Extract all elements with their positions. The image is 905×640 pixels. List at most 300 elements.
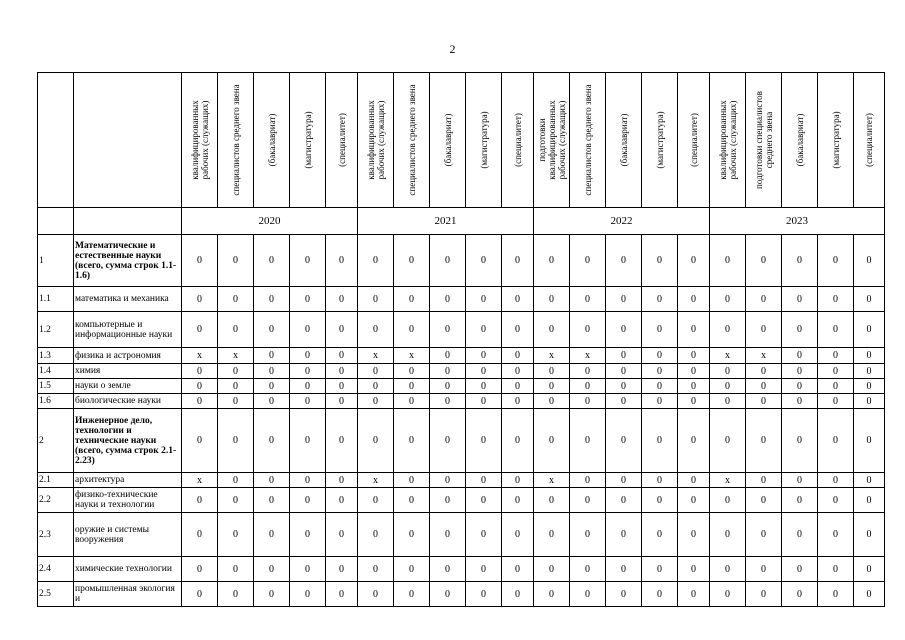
table-cell: 0 [782,394,818,409]
column-header-label [443,114,453,167]
table-cell: 0 [818,312,854,348]
table-cell: 0 [218,473,254,488]
table-cell: 0 [326,235,358,287]
table-cell: 0 [358,287,394,312]
table-cell: 0 [642,379,678,394]
column-header-line: специалистов среднего звена [582,84,593,196]
row-label: оружие и системы вооружения [74,513,182,557]
table-cell: 0 [430,235,466,287]
table-cell: 0 [710,582,746,607]
table-row [38,409,885,473]
table-cell: 0 [502,235,534,287]
row-number: 1.4 [38,364,74,379]
table-cell: 0 [746,379,782,394]
row-number: 2 [38,409,74,473]
column-header-line: квалифицированных [546,100,557,180]
table-row [38,473,885,488]
table-cell: 0 [326,348,358,364]
table-cell: 0 [430,379,466,394]
column-header-label [231,84,241,195]
table-cell: 0 [854,364,885,379]
table-cell: 0 [678,235,710,287]
table-cell: 0 [818,557,854,582]
table-cell: 0 [678,394,710,409]
table-cell: 0 [218,513,254,557]
table-cell: 0 [570,364,606,379]
column-header [642,73,678,208]
table-cell: 0 [502,473,534,488]
column-header [854,73,885,208]
table-cell: 0 [642,364,678,379]
table-cell: 0 [606,348,642,364]
table-cell: 0 [782,582,818,607]
table-cell: 0 [502,379,534,394]
table-cell: 0 [570,287,606,312]
column-header-label [831,111,841,168]
column-header-line: специалистов среднего звена [230,84,241,196]
table-cell: 0 [854,473,885,488]
table-cell: 0 [534,287,570,312]
row-number: 2.1 [38,473,74,488]
table-cell: 0 [254,488,290,513]
column-header-line: квалифицированных [365,100,376,180]
table-cell: 0 [782,287,818,312]
column-header [326,73,358,208]
table-cell: 0 [218,409,254,473]
table-cell: x [570,348,606,364]
table-cell: 0 [358,409,394,473]
column-header [502,73,534,208]
table-cell: 0 [466,513,502,557]
table-cell: 0 [502,364,534,379]
column-header-line: (магистратура) [302,111,313,169]
table-cell: 0 [746,582,782,607]
row-label: науки о земле [74,379,182,394]
table-cell: 0 [710,394,746,409]
table-cell: 0 [818,348,854,364]
table-cell: 0 [466,348,502,364]
table-cell: 0 [290,582,326,607]
table-cell: 0 [678,379,710,394]
column-header-label [513,113,523,167]
table-cell: 0 [466,379,502,394]
table-cell: 0 [606,394,642,409]
table-cell: 0 [466,557,502,582]
table-cell: 0 [746,235,782,287]
row-label: химические технологии [74,557,182,582]
table-cell: 0 [326,312,358,348]
table-row [38,557,885,582]
table-cell: 0 [218,379,254,394]
table-row [38,348,885,364]
column-header-label [619,114,629,167]
table-cell: 0 [394,312,430,348]
table-cell: 0 [466,473,502,488]
column-header-label [190,100,210,179]
row-number: 1 [38,235,74,287]
table-cell: 0 [818,513,854,557]
table-cell: 0 [358,513,394,557]
table-cell: 0 [358,488,394,513]
column-header-line: (магистратура) [830,111,841,169]
table-cell: 0 [642,409,678,473]
table-cell: 0 [678,312,710,348]
table-cell: 0 [326,364,358,379]
column-header-line: рабочих (служащих) [556,100,567,180]
table-cell: 0 [466,582,502,607]
table-cell: 0 [254,513,290,557]
table-cell: 0 [430,312,466,348]
table-cell: 0 [326,409,358,473]
table-cell: 0 [710,312,746,348]
row-label: математика и механика [74,287,182,312]
table-cell: 0 [430,582,466,607]
column-header [394,73,430,208]
column-header-label [689,113,699,167]
table-cell: 0 [218,287,254,312]
table-cell: 0 [290,312,326,348]
table-cell: 0 [182,488,218,513]
column-header-line: (специалитет) [864,113,874,167]
table-cell: 0 [182,312,218,348]
table-cell: 0 [642,557,678,582]
table-cell: 0 [606,409,642,473]
table-cell: 0 [570,513,606,557]
table-cell: 0 [358,557,394,582]
table-cell: 0 [534,557,570,582]
column-header-line: (бакалавриат) [266,113,277,167]
year-header: 2020 [182,208,358,235]
table-cell: 0 [218,364,254,379]
table-cell: 0 [746,394,782,409]
table-cell: 0 [218,488,254,513]
table-cell: 0 [818,473,854,488]
table-cell: 0 [642,287,678,312]
table-cell: 0 [182,513,218,557]
table-cell: 0 [394,409,430,473]
table-cell: 0 [570,582,606,607]
table-cell: 0 [710,235,746,287]
table-cell: 0 [218,235,254,287]
table-cell: 0 [570,312,606,348]
table-cell: 0 [430,488,466,513]
table-cell: 0 [642,348,678,364]
row-label: Математические и естественные науки (всего, сумма строк 1.1-1.6) [74,235,182,287]
column-header-label [655,111,665,168]
table-cell: x [746,348,782,364]
row-number: 1.1 [38,287,74,312]
table-cell: 0 [782,473,818,488]
column-header-label [366,100,386,179]
table-cell: 0 [466,409,502,473]
table-cell: 0 [534,235,570,287]
table-cell: 0 [782,409,818,473]
table-cell: 0 [782,379,818,394]
header-num-blank [38,73,74,208]
table-cell: 0 [218,557,254,582]
table-cell: 0 [710,409,746,473]
table-cell: 0 [606,473,642,488]
table-cell: 0 [710,364,746,379]
column-header-label [537,100,567,179]
table-cell: 0 [290,287,326,312]
table-row [38,287,885,312]
table-cell: 0 [290,348,326,364]
column-header [430,73,466,208]
table-cell: x [710,473,746,488]
column-header [182,73,218,208]
year-header: 2021 [358,208,534,235]
table-cell: 0 [326,513,358,557]
table-cell: 0 [218,394,254,409]
table-cell: 0 [854,557,885,582]
table-row [38,235,885,287]
table-cell: 0 [326,557,358,582]
table-cell: 0 [818,488,854,513]
table-cell: 0 [394,394,430,409]
column-header-label [337,113,347,167]
table-cell: 0 [394,582,430,607]
table-cell: 0 [606,557,642,582]
column-header-line: (бакалавриат) [618,113,629,167]
table-cell: 0 [606,582,642,607]
table-cell: 0 [782,364,818,379]
column-header [358,73,394,208]
year-name-blank [74,208,182,235]
table-cell: 0 [254,582,290,607]
column-header [466,73,502,208]
year-header: 2023 [710,208,885,235]
table-cell: 0 [394,513,430,557]
table-cell: 0 [290,364,326,379]
table-cell: 0 [502,394,534,409]
column-header-line: квалифицированных [717,100,728,180]
table-cell: 0 [818,582,854,607]
table-cell: 0 [818,394,854,409]
table-cell: x [358,348,394,364]
table-cell: 0 [358,582,394,607]
table-cell: 0 [710,557,746,582]
table-cell: 0 [818,379,854,394]
table-cell: 0 [394,235,430,287]
table-cell: 0 [642,488,678,513]
table-cell: 0 [326,379,358,394]
table-cell: 0 [254,235,290,287]
table-cell: 0 [290,409,326,473]
table-cell: 0 [358,379,394,394]
table-cell: 0 [818,235,854,287]
table-cell: 0 [782,312,818,348]
table-cell: 0 [606,235,642,287]
column-header-label [407,84,417,195]
table-cell: 0 [394,473,430,488]
table-cell: 0 [678,582,710,607]
table-cell: 0 [854,312,885,348]
table-cell: 0 [394,379,430,394]
row-number: 2.3 [38,513,74,557]
column-header [290,73,326,208]
table-cell: 0 [534,488,570,513]
column-header [782,73,818,208]
table-cell: 0 [854,582,885,607]
table-cell: 0 [394,488,430,513]
table-cell: 0 [218,312,254,348]
column-header-line: квалифицированных [189,100,200,180]
table-cell: 0 [746,364,782,379]
row-number: 1.5 [38,379,74,394]
column-header-line: среднего звена [763,111,774,169]
column-header-line: рабочих (служащих) [199,100,210,180]
table-cell: 0 [818,409,854,473]
table-cell: 0 [606,312,642,348]
column-header-line: подготовки специалистов [753,91,764,189]
table-cell: 0 [326,287,358,312]
table-cell: 0 [642,394,678,409]
table-cell: 0 [326,394,358,409]
table-cell: 0 [678,513,710,557]
table-cell: 0 [534,582,570,607]
table-cell: 0 [430,513,466,557]
table-cell: 0 [746,513,782,557]
column-header-line: рабочих (служащих) [375,100,386,180]
table-cell: 0 [534,379,570,394]
table-cell: 0 [430,409,466,473]
table-cell: 0 [854,348,885,364]
table-cell: x [710,348,746,364]
statistics-table [37,72,885,607]
column-header-label [267,114,277,167]
table-cell: 0 [182,235,218,287]
table-cell: 0 [746,312,782,348]
table-cell: 0 [570,409,606,473]
header-row-years [38,208,885,235]
table-cell: 0 [430,557,466,582]
table-cell: 0 [254,409,290,473]
table-cell: 0 [606,364,642,379]
table-cell: 0 [326,473,358,488]
table-cell: 0 [570,473,606,488]
table-cell: 0 [218,582,254,607]
table-cell: 0 [642,312,678,348]
row-label: Инженерное дело, технологии и технические науки (всего, сумма строк 2.1-2.23) [74,409,182,473]
table-cell: 0 [710,488,746,513]
table-cell: 0 [678,488,710,513]
table-cell: 0 [854,488,885,513]
table-cell: 0 [502,287,534,312]
table-cell: 0 [534,364,570,379]
column-header [678,73,710,208]
table-cell: 0 [466,235,502,287]
table-cell: 0 [254,557,290,582]
table-cell: 0 [430,394,466,409]
table-cell: 0 [290,394,326,409]
column-header-line: (специалитет) [512,113,523,167]
row-label: компьютерные и информационные науки [74,312,182,348]
table-cell: 0 [254,473,290,488]
row-label: химия [74,364,182,379]
table-cell: 0 [326,582,358,607]
column-header-line: специалистов среднего звена [406,84,417,196]
row-label: физика и астрономия [74,348,182,364]
table-cell: 0 [254,312,290,348]
row-number: 2.4 [38,557,74,582]
table-cell: 0 [746,488,782,513]
table-cell: 0 [678,557,710,582]
table-cell: 0 [254,394,290,409]
table-cell: x [534,348,570,364]
column-header [534,73,570,208]
table-cell: 0 [466,394,502,409]
table-cell: 0 [502,582,534,607]
table-row [38,379,885,394]
table-cell: 0 [254,287,290,312]
table-cell: 0 [290,379,326,394]
table-cell: 0 [182,379,218,394]
table-row [38,312,885,348]
table-cell: 0 [678,409,710,473]
column-header-line: (специалитет) [688,113,699,167]
table-cell: 0 [678,473,710,488]
table-cell: 0 [254,348,290,364]
column-header-line: подготовки [536,118,547,162]
table-cell: 0 [818,364,854,379]
table-cell: 0 [710,287,746,312]
table-cell: 0 [710,513,746,557]
table-cell: 0 [502,488,534,513]
table-cell: x [218,348,254,364]
table-cell: 0 [394,364,430,379]
row-number: 1.2 [38,312,74,348]
column-header [746,73,782,208]
column-header-label [479,111,489,168]
column-header-label [583,84,593,195]
table-cell: x [534,473,570,488]
table-cell: 0 [358,312,394,348]
table-cell: 0 [326,488,358,513]
row-label: физико-технические науки и технологии [74,488,182,513]
table-cell: 0 [606,488,642,513]
table-cell: 0 [746,287,782,312]
table-cell: 0 [430,348,466,364]
table-cell: 0 [818,287,854,312]
table-cell: 0 [182,557,218,582]
table-cell: 0 [290,235,326,287]
table-cell: 0 [642,473,678,488]
table-cell: 0 [502,312,534,348]
table-cell: 0 [182,394,218,409]
table-cell: 0 [290,473,326,488]
table-cell: 0 [430,473,466,488]
table-cell: 0 [854,394,885,409]
header-name-blank [74,73,182,208]
column-header-line: (бакалавриат) [442,113,453,167]
table-cell: 0 [854,409,885,473]
table-cell: 0 [746,409,782,473]
table-cell: 0 [570,488,606,513]
row-number: 2.2 [38,488,74,513]
column-header-label [718,100,738,179]
row-label: архитектура [74,473,182,488]
table-cell: 0 [534,409,570,473]
table-cell: 0 [782,348,818,364]
table-cell: 0 [290,513,326,557]
table-cell: 0 [642,235,678,287]
table-cell: 0 [678,287,710,312]
table-cell: 0 [358,364,394,379]
table-cell: 0 [782,513,818,557]
table-cell: 0 [466,488,502,513]
header-row-categories [38,73,885,208]
